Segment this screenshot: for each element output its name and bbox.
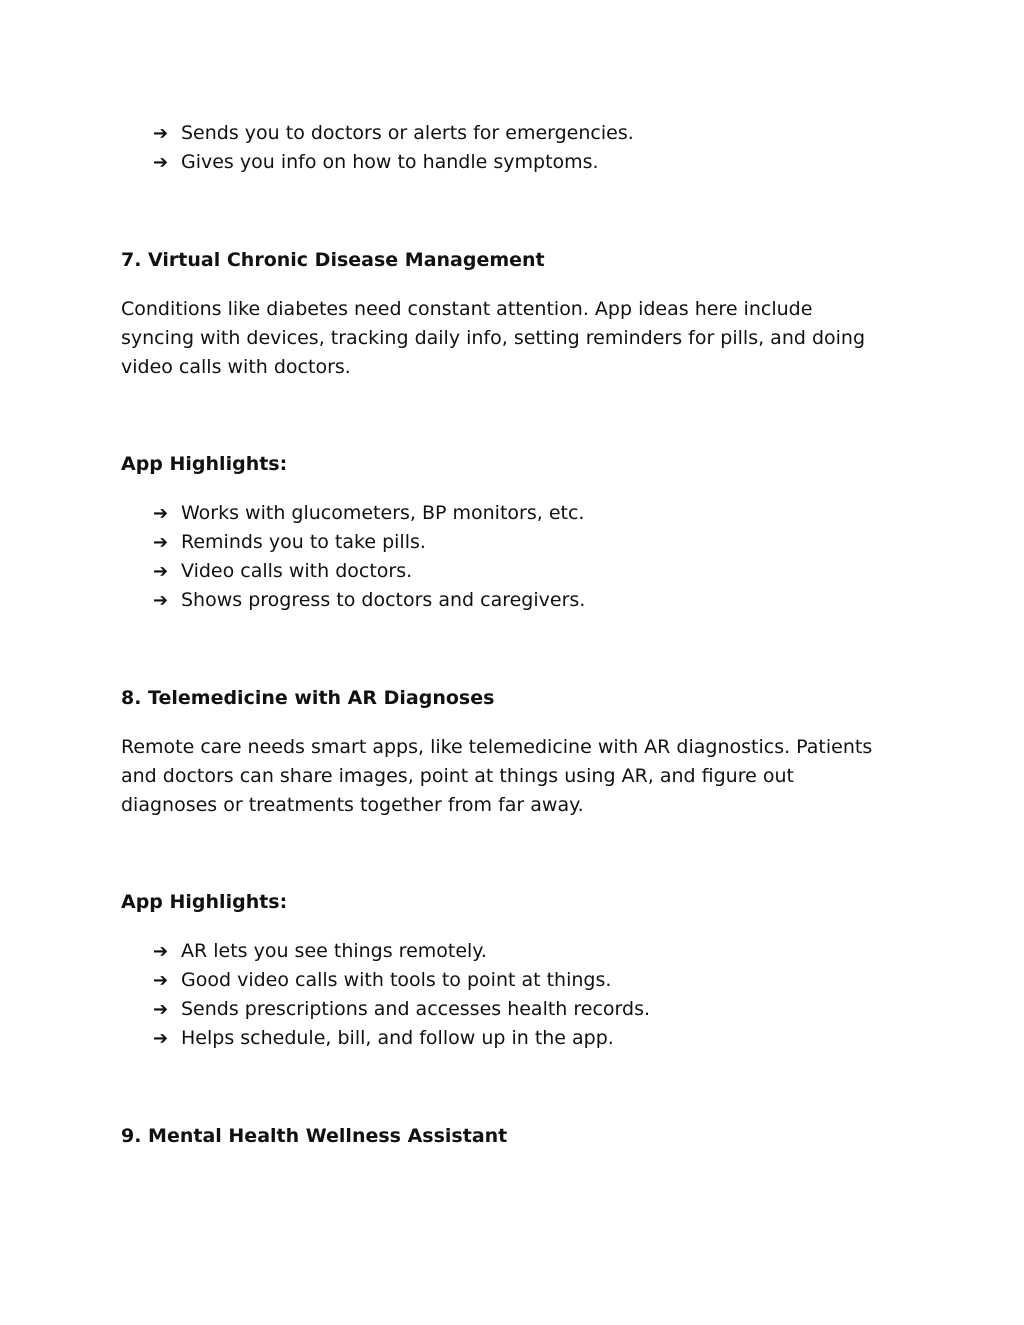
section-heading: 8. Telemedicine with AR Diagnoses (121, 687, 495, 709)
arrow-bullet-icon: ➔ (153, 590, 169, 611)
arrow-bullet-icon: ➔ (153, 1028, 169, 1049)
list-item-text: AR lets you see things remotely. (181, 940, 487, 962)
list-item-text: Sends prescriptions and accesses health records. (181, 998, 651, 1020)
list-item (121, 995, 911, 1024)
list-item-text: Sends you to doctors or alerts for emergencies. (181, 122, 634, 144)
list-item (121, 937, 911, 966)
paragraph-line: diagnoses or treatments together from far away. (121, 794, 584, 816)
paragraph-line: Remote care needs smart apps, like telemedicine with AR diagnostics. Patients (121, 736, 873, 758)
highlights-list (121, 937, 911, 1053)
arrow-bullet-icon: ➔ (153, 532, 169, 553)
section-9-heading-block (121, 1122, 911, 1151)
list-item (121, 528, 911, 557)
paragraph-line: Conditions like diabetes need constant attention. App ideas here include (121, 298, 813, 320)
list-item-text: Gives you info on how to handle symptoms. (181, 151, 599, 173)
list-item-text: Reminds you to take pills. (181, 531, 426, 553)
arrow-bullet-icon: ➔ (153, 999, 169, 1020)
paragraph-line: video calls with doctors. (121, 356, 351, 378)
section-heading: 9. Mental Health Wellness Assistant (121, 1125, 508, 1147)
section-8-highlights-block (121, 937, 911, 1053)
arrow-bullet-icon: ➔ (153, 503, 169, 524)
list-item (121, 119, 911, 148)
list-item (121, 966, 911, 995)
list-item (121, 1024, 911, 1053)
arrow-bullet-icon: ➔ (153, 970, 169, 991)
paragraph-line: and doctors can share images, point at things using AR, and figure out (121, 765, 794, 787)
paragraph-line: syncing with devices, tracking daily info, setting reminders for pills, and doing (121, 327, 866, 349)
section-heading: 7. Virtual Chronic Disease Management (121, 249, 545, 271)
list-item (121, 499, 911, 528)
highlights-list (121, 499, 911, 615)
intro-list (121, 119, 911, 177)
intro-list-block (121, 119, 911, 177)
section-7-heading-block (121, 246, 911, 275)
list-item (121, 586, 911, 615)
section-8-highlights-label-block (121, 888, 911, 917)
highlights-label: App Highlights: (121, 891, 288, 913)
list-item-text: Good video calls with tools to point at things. (181, 969, 612, 991)
arrow-bullet-icon: ➔ (153, 941, 169, 962)
section-7-highlights-label-block (121, 450, 911, 479)
section-7-paragraph (121, 295, 911, 382)
list-item-text: Shows progress to doctors and caregivers. (181, 589, 586, 611)
list-item (121, 557, 911, 586)
arrow-bullet-icon: ➔ (153, 561, 169, 582)
list-item-text: Helps schedule, bill, and follow up in the app. (181, 1027, 614, 1049)
section-8-heading-block (121, 684, 911, 713)
list-item-text: Works with glucometers, BP monitors, etc. (181, 502, 585, 524)
list-item (121, 148, 911, 177)
arrow-bullet-icon: ➔ (153, 123, 169, 144)
section-7-highlights-block (121, 499, 911, 615)
list-item-text: Video calls with doctors. (181, 560, 413, 582)
section-8-paragraph (121, 733, 911, 820)
arrow-bullet-icon: ➔ (153, 152, 169, 173)
highlights-label: App Highlights: (121, 453, 288, 475)
